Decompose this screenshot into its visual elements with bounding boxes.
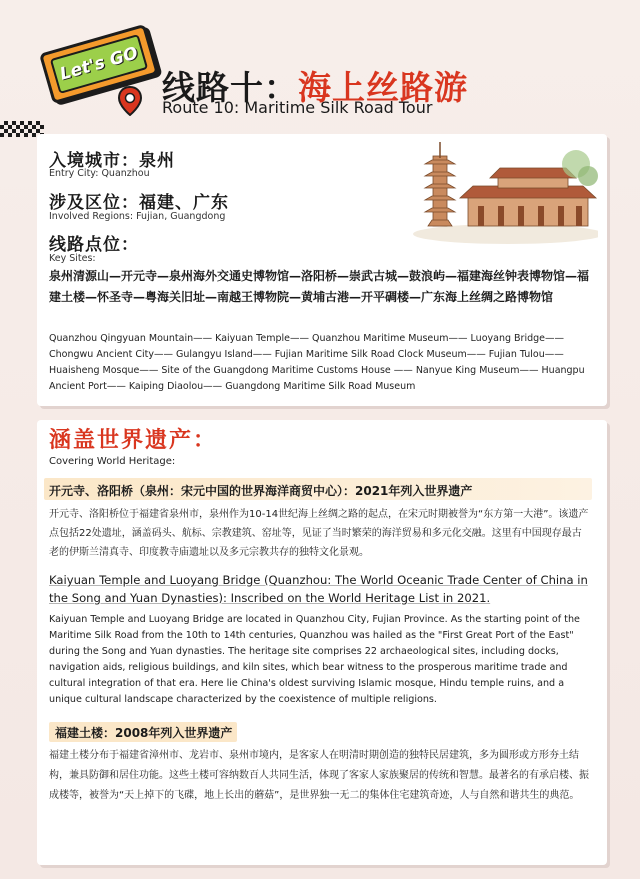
heritage-item2-title: 福建土楼：2008年列入世界遗产 [55,726,233,740]
heritage-item2-cn: 福建土楼分布于福建省漳州市、龙岩市、泉州市境内，是客家人在明清时期创造的独特民居建筑，多为圆形或方形夯土结构，兼具防御和居住功能。这些土楼可容纳数百人共同生活，体现了客家人家族聚居的传统和智慧。最著名的有承启楼、振成楼等，被誉为“天上掉下的飞碟，地上长出的蘑菇”，是世界独一无二的集体住宅建筑奇迹，人与自然和谐共生的典范。 [49,750,589,801]
heritage-title: 涵盖世界遗产： [49,428,218,453]
pagoda-illustration [398,134,598,246]
regions-en: Involved Regions: Fujian, Guangdong [49,211,226,222]
entry-city-en: Entry City: Quanzhou [49,168,150,179]
entry-city-value: 泉州 [139,151,175,171]
route-subtitle: Route 10: Maritime Silk Road Tour [162,98,433,117]
heritage-title-en: Covering World Heritage: [49,456,176,467]
sites-list-en: Quanzhou Qingyuan Mountain—— Kaiyuan Temple—— Quanzhou Maritime Museum—— Luoyang Bridge—— Chongwu Ancient City—— Gulangyu Island—— Fujian Maritime Silk Road Clock Museum—— Fujian Tulou—— Huaisheng Mosque—— Site of the Guangdong Maritime Customs House —— Nanyue King Museum—— Huangpu Ancient Port—— Kaiping Diaolou—— Guangdong Maritime Silk Road Museum [49,333,585,392]
route-title-prefix: 线路十： [162,68,298,107]
location-pin-icon [117,86,143,116]
lets-go-text: Let's GO [50,34,148,94]
heritage-item1-title: 开元寺、洛阳桥（泉州：宋元中国的世界海洋商贸中心）：2021年列入世界遗产 [49,484,473,498]
sites-list-cn: 泉州清源山—开元寺—泉州海外交通史博物馆—洛阳桥—崇武古城—鼓浪屿—福建海丝钟表博物馆—福建土楼—怀圣寺—粤海关旧址—南越王博物院—黄埔古港—开平碉楼—广东海上丝绸之路博物馆 [49,269,590,304]
regions-value: 福建、广东 [139,193,229,213]
regions-label: 涉及区位： [49,193,139,213]
regions-heading [49,188,229,213]
heritage-item1-cn: 开元寺、洛阳桥位于福建省泉州市，泉州作为10-14世纪海上丝绸之路的起点，在宋元时期被誉为“东方第一大港”。该遗产点包括22处遗址，涵盖码头、航标、宗教建筑、窑址等，见证了当时繁荣的海洋贸易和多元化交融。这里有中国现存最古老的伊斯兰清真寺、印度教寺庙遗址以及多元宗教共存的独特文化景观。 [49,509,589,558]
route-title-main: 海上丝路游 [298,68,468,107]
heritage-item1-en-title: Kaiyuan Temple and Luoyang Bridge (Quanzhou: The World Oceanic Trade Center of China in the Song and Yuan Dynasties): Inscribed on the World Heritage List in 2021. [49,573,588,605]
sites-heading: 线路点位： [49,235,139,255]
sites-en-label: Key Sites: [49,253,96,264]
heritage-item1-en: Kaiyuan Temple and Luoyang Bridge are located in Quanzhou City, Fujian Province. As the starting point of the Maritime Silk Road from the 10th to 14th centuries, Quanzhou was hailed as the "First Great Port of the East" during the Song and Yuan dynasties. The heritage site comprises 22 archaeological sites, including docks, navigation aids, religious buildings, and kiln sites, which bear witness to the prosperous maritime trade and cultural integration of that era. Here lie China's oldest surviving Islamic mosque, Hindu temple ruins, and a unique cultural landscape characterized by the coexistence of multiple religions. [49,614,580,705]
entry-city-label: 入境城市： [49,151,139,171]
